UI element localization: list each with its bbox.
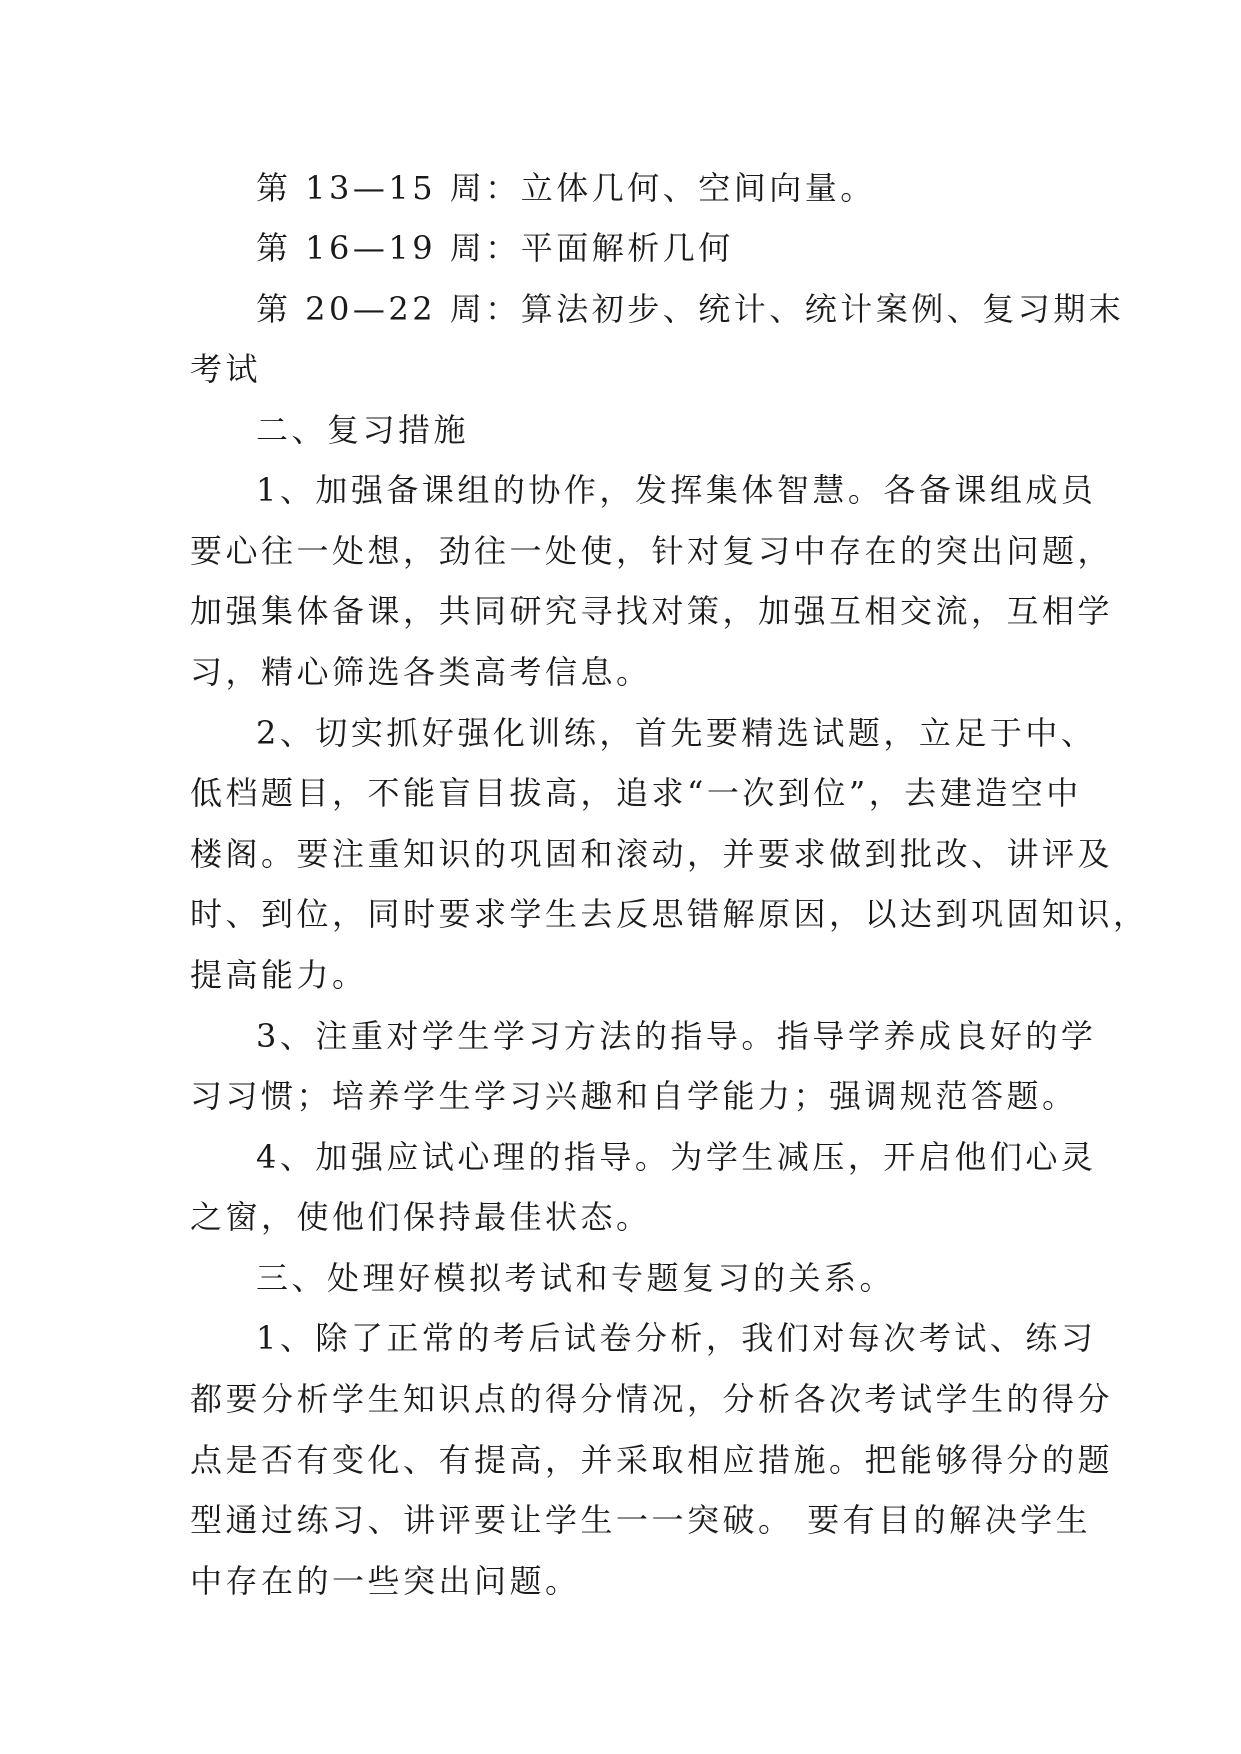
paragraph-line: 1、除了正常的考后试卷分析，我们对每次考试、练习 [256, 1319, 1097, 1357]
paragraph-line: 3、注重对学生学习方法的指导。指导学养成良好的学 [256, 1017, 1097, 1055]
paragraph-line: 型通过练习、讲评要让学生一一突破。 要有目的解决学生 [190, 1501, 1092, 1539]
schedule-line-weeks-20-22: 第 20—22 周：算法初步、统计、统计案例、复习期末 [256, 290, 1125, 328]
paragraph-line: 都要分析学生知识点的得分情况，分析各次考试学生的得分 [190, 1380, 1114, 1418]
paragraph-line: 低档题目，不能盲目拔高，追求“一次到位”，去建造空中 [190, 774, 1082, 812]
schedule-line-weeks-13-15: 第 13—15 周：立体几何、空间向量。 [256, 169, 876, 207]
section-heading-review-measures: 二、复习措施 [256, 411, 470, 449]
paragraph-line: 1、加强备课组的协作，发挥集体智慧。各备课组成员 [256, 471, 1097, 509]
section-heading-mock-exams: 三、处理好模拟考试和专题复习的关系。 [256, 1259, 896, 1297]
schedule-line-weeks-20-22-cont: 考试 [190, 350, 262, 388]
paragraph-line: 加强集体备课，共同研究寻找对策，加强互相交流，互相学 [190, 592, 1114, 630]
schedule-line-weeks-16-19: 第 16—19 周：平面解析几何 [256, 229, 734, 267]
paragraph-line: 习习惯；培养学生学习兴趣和自学能力；强调规范答题。 [190, 1077, 1078, 1115]
paragraph-line: 习，精心筛选各类高考信息。 [190, 653, 652, 691]
paragraph-line: 时、到位，同时要求学生去反思错解原因，以达到巩固知识， [190, 895, 1149, 933]
paragraph-line: 4、加强应试心理的指导。为学生减压，开启他们心灵 [256, 1138, 1097, 1176]
paragraph-line: 中存在的一些突出问题。 [190, 1562, 581, 1600]
paragraph-line: 之窗，使他们保持最佳状态。 [190, 1198, 652, 1236]
paragraph-line: 点是否有变化、有提高，并采取相应措施。把能够得分的题 [190, 1441, 1114, 1479]
paragraph-line: 要心往一处想，劲往一处使，针对复习中存在的突出问题， [190, 532, 1114, 570]
paragraph-line: 2、切实抓好强化训练，首先要精选试题，立足于中、 [256, 714, 1097, 752]
paragraph-line: 楼阁。要注重知识的巩固和滚动，并要求做到批改、讲评及 [190, 835, 1114, 873]
paragraph-line: 提高能力。 [190, 956, 368, 994]
